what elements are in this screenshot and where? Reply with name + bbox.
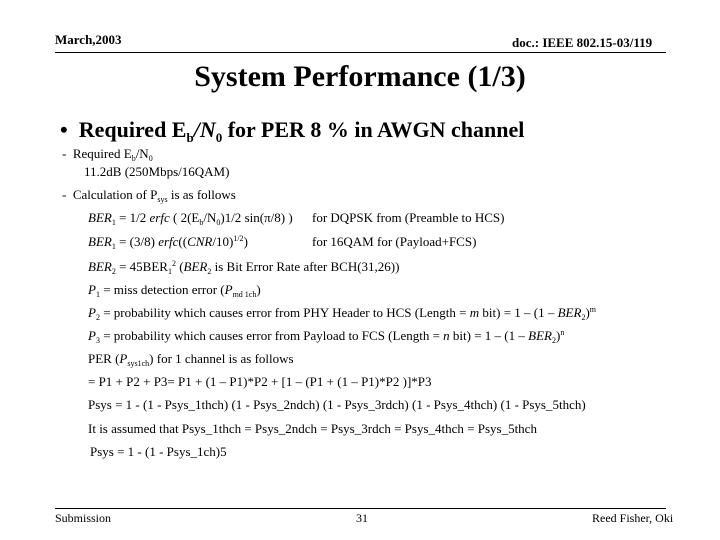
ber1a-n0: 0 [216,218,221,227]
ber2-eq: = 45BER [115,259,168,274]
required-sub-b: b [131,154,136,163]
ber2-paren: ( [175,259,184,274]
bullet-rest: for PER 8 % in AWGN channel [222,117,525,142]
ber1-16qam-formula [88,234,248,250]
header-doc-id: doc.: IEEE 802.15-03/119 [512,35,653,50]
per-text: PER ( [88,351,120,366]
per-line [88,351,294,367]
ber1b-sub: 1 [111,242,116,251]
ber1b-cnr: CNR [187,234,213,249]
ber1a-fn: erfc [149,210,170,225]
p3-line: $P_3$ = probability which causes error from Payload to FCS (Length = n $bit) = 1 - (1 - BER_2)^n$ [88,328,565,345]
per-rest: ) for 1 channel is as follows [149,351,294,366]
p3-bsub: 2 [551,336,556,345]
ber1a-args: ( 2(E [169,210,200,225]
footer-rule [55,508,666,509]
p2-p: P [88,305,96,320]
p3-n: n [443,328,450,343]
p3-tail: bit) = 1 – (1 – [449,328,529,343]
p2-pw: m [589,305,597,314]
p2-bsub: 2 [581,313,586,322]
header-date: March,2003 [55,32,122,47]
p3-p: P [88,328,96,343]
ber1a-eq: = 1/2 [115,210,150,225]
footer-author: Reed Fisher, Oki [592,511,674,525]
bullet-slash: /N [193,117,216,142]
per-p: P [119,351,128,366]
ber2-sub: 2 [111,267,116,276]
p1-text: = miss detection error ( [99,282,225,297]
ber2-b2: BER [183,259,208,274]
required-value: 11.2dB (250Mbps/16QAM) [84,164,230,179]
calc-sub: sys [157,195,168,204]
ber2-b2sub: 2 [207,267,212,276]
ber1b-close: ) [243,234,248,249]
p2-ber: BER [557,305,582,320]
p3-ber: BER [528,328,552,343]
ber2-line [88,259,399,275]
required-dash: - [62,146,67,161]
p1-p2: P [224,282,233,297]
ber1-dqpsk-note: for DQPSK from (Preamble to HCS) [312,210,505,225]
assumption-line: It is assumed that Psys_1thch = Psys_2ndch = Psys_3rdch = Psys_4thch = Psys_5thch [88,421,537,436]
p3-text: = probability which causes error from Payload to FCS (Length = [99,328,444,343]
p2-line: $P_2$ = probability which causes error from PHY Header to HCS (Length = m $bit) = 1 - (1 - BER_2)^m$ [88,305,597,322]
ber1a-eb: b [199,218,204,227]
ber1b-lhs: BER [88,234,112,249]
ber1a-mid: /N [203,210,217,225]
p2-m: m [469,305,480,320]
required-label: Required E [72,146,132,161]
footer-page-number: 31 [356,511,368,525]
p2-text: = probability which causes error from PHY Header to HCS (Length = [99,305,470,320]
required-sub-0: 0 [148,154,153,163]
p1-close: ) [256,282,261,297]
ber1a-pw: )1/2 [220,210,242,225]
ber1b-fn: erfc [158,234,179,249]
ber1a-sin: sin(π/8) ) [241,210,293,225]
calc-text: Calculation of P [72,187,158,202]
p2-sub: 2 [95,313,100,322]
ber1-16qam-note: for 16QAM for (Payload+FCS) [312,234,477,249]
per-sub: sys1ch [127,359,150,368]
bullet-eb-sub: b [186,130,194,145]
ber1b-args: (( [178,234,188,249]
ber2-lhs: BER [88,259,112,274]
p1-line [88,282,261,298]
ber1-dqpsk-formula [88,210,293,226]
ber2-sub1: 1 [167,267,172,276]
psys1ch-formula: = P1 + P2 + P3= P1 + (1 – P1)*P2 + [1 – (P1 + (1 – P1)*P2 )]*P3 [88,374,432,389]
page-title: System Performance (1/3) [194,60,526,93]
calc-line [62,187,236,203]
p3-sub: 3 [95,336,100,345]
calc-dash: - [62,187,67,202]
ber1a-sub: 1 [111,218,116,227]
footer-submission: Submission [55,511,112,525]
calc-rest: is as follows [167,187,236,202]
ber2-rest: is Bit Error Rate after BCH(31,26)) [211,259,400,274]
p1-p: P [88,282,96,297]
ber2-sq: 2 [171,259,176,268]
required-slash: /N [135,146,149,161]
main-bullet [60,117,524,143]
p1-sub: 1 [95,290,100,299]
psys-final-formula: Psys = 1 - (1 - Psys_1ch)5 [90,444,227,459]
header-rule [55,52,666,53]
p2-tail: bit) = 1 – (1 – [479,305,558,320]
bullet-prefix: Required E [78,117,187,142]
psys-5ch-formula: Psys = 1 - (1 - Psys_1thch) (1 - Psys_2ndch) (1 - Psys_3rdch) (1 - Psys_4thch) (1 - Psys_5thch) [88,397,586,412]
ber1b-eq: = (3/8) [115,234,159,249]
bullet-n0-sub: 0 [215,130,223,145]
bullet-mark: • [60,117,68,142]
ber1b-rest: /10) [212,234,234,249]
p1-sub2: md 1ch [232,290,257,299]
p3-pw: n [560,328,565,337]
required-line [62,146,153,162]
ber1a-lhs: BER [88,210,112,225]
ber1b-pw: 1/2 [233,234,244,243]
